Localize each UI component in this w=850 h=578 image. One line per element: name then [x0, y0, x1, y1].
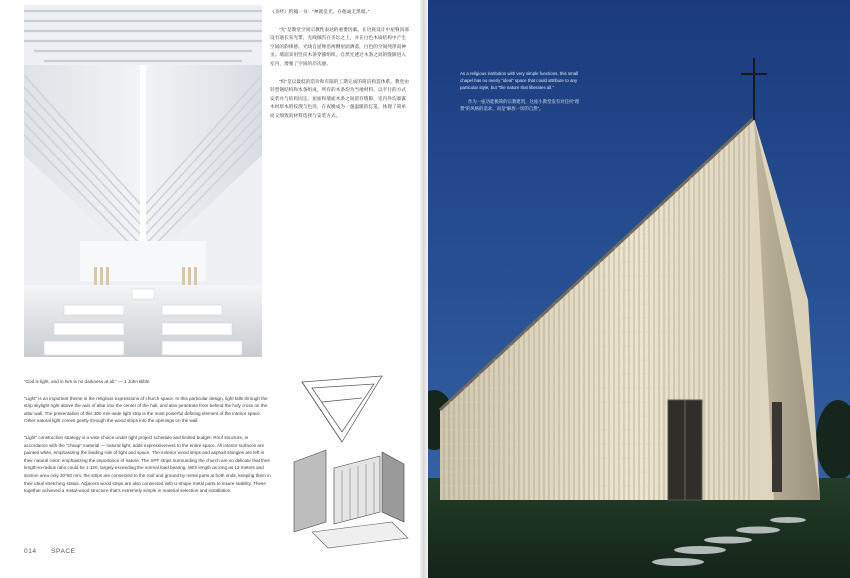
bible-quote: “God is light, and in him is no darkness at all.” — 1 John Bible: [24, 379, 150, 384]
wall-panel-right: [382, 452, 404, 522]
chapel-interior-photo: [24, 5, 262, 357]
chinese-text-column: [270, 8, 410, 130]
page-number: 014: [24, 548, 37, 555]
interior-illustration: [24, 5, 262, 357]
caption-english: As a religious institution with very simple functions, this small chapel has no overly “ideal” space that could attribute to any particular style, but “the nature that liberates all.”: [460, 71, 579, 90]
page-gutter: [420, 0, 428, 578]
page-footer: [24, 548, 76, 555]
section-name: SPACE: [51, 548, 76, 555]
left-page: [0, 0, 424, 578]
english-text-block: [24, 378, 272, 504]
right-page: [428, 0, 850, 578]
chinese-paragraph: 《圣经》约翰一书：“神就是光，在他毫无黑暗。”: [270, 9, 370, 14]
side-window: [772, 402, 782, 492]
english-paragraph: “Light” is an important theme in the religious expressions of church space. In this particular design, light falls through the strip skylight right above the axis of altar into the center of the hall, and also penetrate from behind the holy cross on the altar wall. The presentation of this 300 mm-wide light strip is the most powerful defining element of the interior space. Other natural light comes gently through the wood strips into the openings on the wall.: [24, 395, 268, 424]
chinese-paragraph: “光”是教堂空间宗教性表达的重要因素。在这座设计中屋脊顶部设有通长采光带，光线倾泻在圣坛之上，并在白色木质结构中产生空间的韵律感。光线自屋脊沿两侧屋面洒落，白色的空间纯净而神圣。墙面采用竖向木条穿插组织，自然光透过木条之间的缝隙进入室内，增强了空间的层次感。: [270, 26, 409, 66]
chinese-paragraph: “构”是以最低的造价和有限的工期完成的简洁构造体系。教堂由轻型钢结构和木条组成，所有的木条均为当地材料，以平行的方式安装并与结构固定。屋面和墙面木条之间留有缝隙，室内外均暴露木材原本的纹理与色泽，在夜晚成为一盏温暖的灯笼，体现了简单而又细致的材料选择与安装方式。: [270, 78, 409, 118]
floor-slab: [312, 522, 408, 548]
wall-panel-left: [294, 450, 326, 532]
caption-chinese: 作为一座功能极简的宗教建筑，这座小教堂没有对任何“理想”的风格的追求，而是“解放一切的自然”。: [460, 99, 580, 111]
wall-panel-center: [334, 456, 380, 524]
caption-overlay: [460, 70, 588, 119]
structure-axonometric-diagram: [282, 372, 412, 550]
english-paragraph: “Light” construction strategy is a wise choice under tight project schedule and limited budget. Roof structure, in accordance with the “cheap” material — natural light, adds expressiveness to the entire space. All interior surfaces are painted white, emphasizing the leading role of light and space. The exterior wood strips and asphalt shingles are left in their natural color, emphasizing the importance of nature. The SPF strips surrounding the church are so delicate that their length-to-radius ratio could be 1:120, largely exceeding the normal load bearing. With length as long as 12 meters and section area only 30*60 mm, the strips are connected to the roof and ground by metal parts at both ends, keeping them in their ideal stretching status. Adjacent wood strips are also connected with U-shape metal parts to insure stability. These together achieved a metal-wood structure that’s extremely simple in material selection and installation.: [24, 434, 271, 494]
